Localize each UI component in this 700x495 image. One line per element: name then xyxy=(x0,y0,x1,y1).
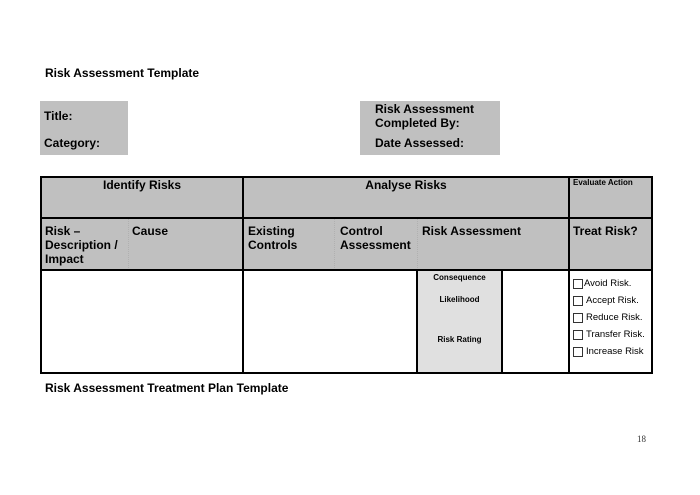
dotted-divider xyxy=(417,218,418,270)
table-border xyxy=(40,217,653,219)
category-label: Category: xyxy=(44,136,101,150)
option-avoid-risk[interactable] xyxy=(573,277,645,290)
option-label: Accept Risk. xyxy=(586,295,639,306)
option-label: Avoid Risk. xyxy=(584,278,632,289)
dotted-divider xyxy=(128,218,129,270)
document-title: Risk Assessment Template xyxy=(45,66,200,80)
existing-header-line1: Existing xyxy=(248,224,295,238)
option-accept-risk[interactable] xyxy=(573,294,645,307)
info-box-right xyxy=(360,101,500,155)
existing-controls-header xyxy=(248,224,297,252)
risk-header-line2: Description / xyxy=(45,238,118,252)
checkbox-icon[interactable] xyxy=(573,279,583,289)
checkbox-icon[interactable] xyxy=(573,330,583,340)
treat-risk-header: Treat Risk? xyxy=(573,224,638,238)
identify-risks-header: Identify Risks xyxy=(102,178,182,192)
option-label: Reduce Risk. xyxy=(586,312,643,323)
risk-header-line1: Risk – xyxy=(45,224,81,238)
completed-by-label-line1: Risk Assessment xyxy=(375,102,474,116)
dotted-divider xyxy=(334,218,335,270)
page-number: 18 xyxy=(637,434,646,444)
risk-description-header xyxy=(45,224,118,266)
completed-by-label-line2: Completed By: xyxy=(375,116,460,130)
title-label: Title: xyxy=(44,109,73,123)
control-header-line2: Assessment xyxy=(340,238,411,252)
checkbox-icon[interactable] xyxy=(573,313,583,323)
table-border xyxy=(416,270,418,374)
evaluate-action-header: Evaluate Action xyxy=(573,178,633,187)
option-transfer-risk[interactable] xyxy=(573,328,645,341)
consequence-label: Consequence xyxy=(433,273,486,282)
risk-assessment-label-bg xyxy=(417,270,502,374)
option-label: Increase Risk xyxy=(586,346,644,357)
risk-description-cell[interactable] xyxy=(42,271,242,372)
risk-header-line3: Impact xyxy=(45,252,84,266)
table-border xyxy=(40,372,653,374)
control-assessment-header xyxy=(340,224,411,252)
option-reduce-risk[interactable] xyxy=(573,311,645,324)
option-increase-risk[interactable] xyxy=(573,345,645,358)
table-border xyxy=(568,176,570,374)
option-label: Transfer Risk. xyxy=(586,329,645,340)
likelihood-label: Likelihood xyxy=(439,295,480,304)
controls-cell[interactable] xyxy=(244,271,416,372)
treatment-plan-heading: Risk Assessment Treatment Plan Template xyxy=(45,381,289,395)
analyse-risks-header: Analyse Risks xyxy=(365,178,447,192)
info-box-left xyxy=(40,101,128,155)
risk-rating-label: Risk Rating xyxy=(437,335,482,344)
control-header-line1: Control xyxy=(340,224,383,238)
checkbox-icon[interactable] xyxy=(573,296,583,306)
existing-header-line2: Controls xyxy=(248,238,298,252)
treat-options xyxy=(573,277,645,358)
risk-table xyxy=(40,176,653,374)
date-assessed-label: Date Assessed: xyxy=(375,136,464,150)
table-border xyxy=(651,176,653,374)
checkbox-icon[interactable] xyxy=(573,347,583,357)
risk-assessment-value-cell[interactable] xyxy=(503,271,568,372)
risk-assessment-header: Risk Assessment xyxy=(422,224,521,238)
cause-header: Cause xyxy=(132,224,169,238)
